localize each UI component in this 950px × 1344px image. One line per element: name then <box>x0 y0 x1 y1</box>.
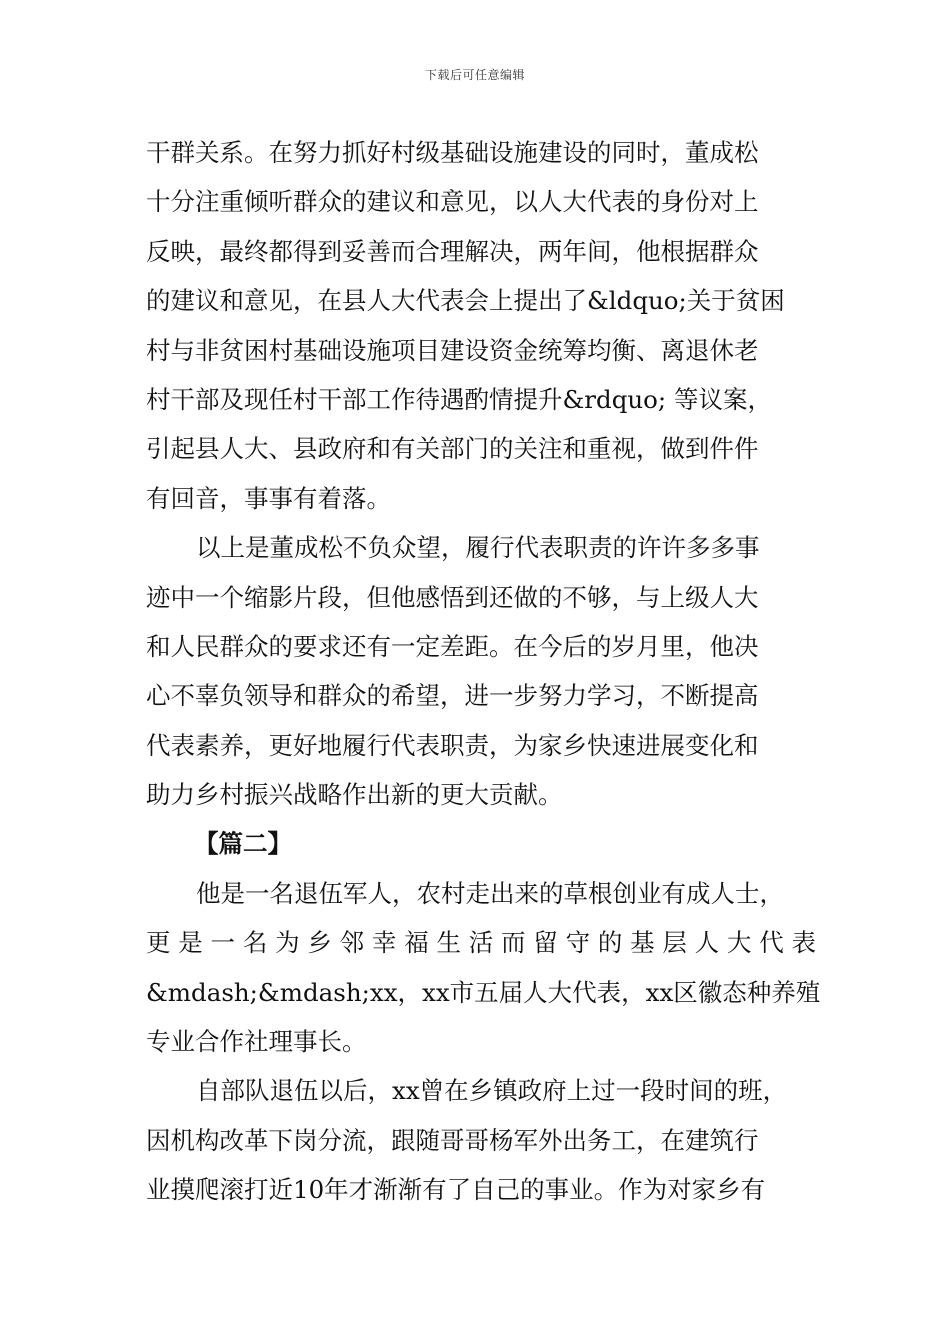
paragraph-line: 业摸爬滚打近10年才渐渐有了自己的事业。作为对家乡有 <box>146 1175 766 1205</box>
paragraph-line: &mdash;&mdash;xx，xx市五届人大代表，xx区徽态种养殖 <box>146 977 821 1007</box>
paragraph-line: 心不辜负领导和群众的希望，进一步努力学习，不断提高 <box>146 681 759 711</box>
paragraph-line: 以上是董成松不负众望，履行代表职责的许许多多事 <box>196 533 760 563</box>
paragraph-line: 引起县人大、县政府和有关部门的关注和重视，做到件件 <box>146 434 759 464</box>
paragraph-line: 有回音，事事有着落。 <box>146 483 391 513</box>
paragraph-line: 干群关系。在努力抓好村级基础设施建设的同时，董成松 <box>146 138 759 167</box>
paragraph-line: 十分注重倾听群众的建议和意见，以人大代表的身份对上 <box>146 187 759 217</box>
page-header: 下载后可任意编辑 <box>424 68 525 82</box>
paragraph-line: 村与非贫困村基础设施项目建设资金统筹均衡、离退休老 <box>146 335 759 365</box>
paragraph-line: 他是一名退伍军人，农村走出来的草根创业有成人士， <box>196 878 784 908</box>
paragraph-line: 专业合作社理事长。 <box>146 1027 367 1057</box>
paragraph-line: 更是一名为乡邻幸福生活而留守的基层人大代表 <box>146 928 816 958</box>
paragraph-line: 代表素养，更好地履行代表职责，为家乡快速进展变化和 <box>146 730 759 760</box>
paragraph-line: 的建议和意见，在县人大代表会上提出了&ldquo;关于贫困 <box>146 286 785 316</box>
paragraph-line: 和人民群众的要求还有一定差距。在今后的岁月里，他决 <box>146 631 759 661</box>
section-heading: 【篇二】 <box>194 829 292 859</box>
paragraph-line: 因机构改革下岗分流，跟随哥哥杨军外出务工，在建筑行 <box>146 1125 759 1155</box>
paragraph-line: 村干部及现任村干部工作待遇酌情提升&rdquo; 等议案， <box>146 384 772 414</box>
paragraph-line: 自部队退伍以后，xx曾在乡镇政府上过一段时间的班， <box>196 1076 788 1106</box>
paragraph-line: 助力乡村振兴战略作出新的更大贡献。 <box>146 780 563 810</box>
document-body <box>146 128 821 1215</box>
paragraph-line: 迹中一个缩影片段，但他感悟到还做的不够，与上级人大 <box>146 582 759 612</box>
paragraph-line: 反映，最终都得到妥善而合理解决，两年间，他根据群众 <box>146 236 759 266</box>
